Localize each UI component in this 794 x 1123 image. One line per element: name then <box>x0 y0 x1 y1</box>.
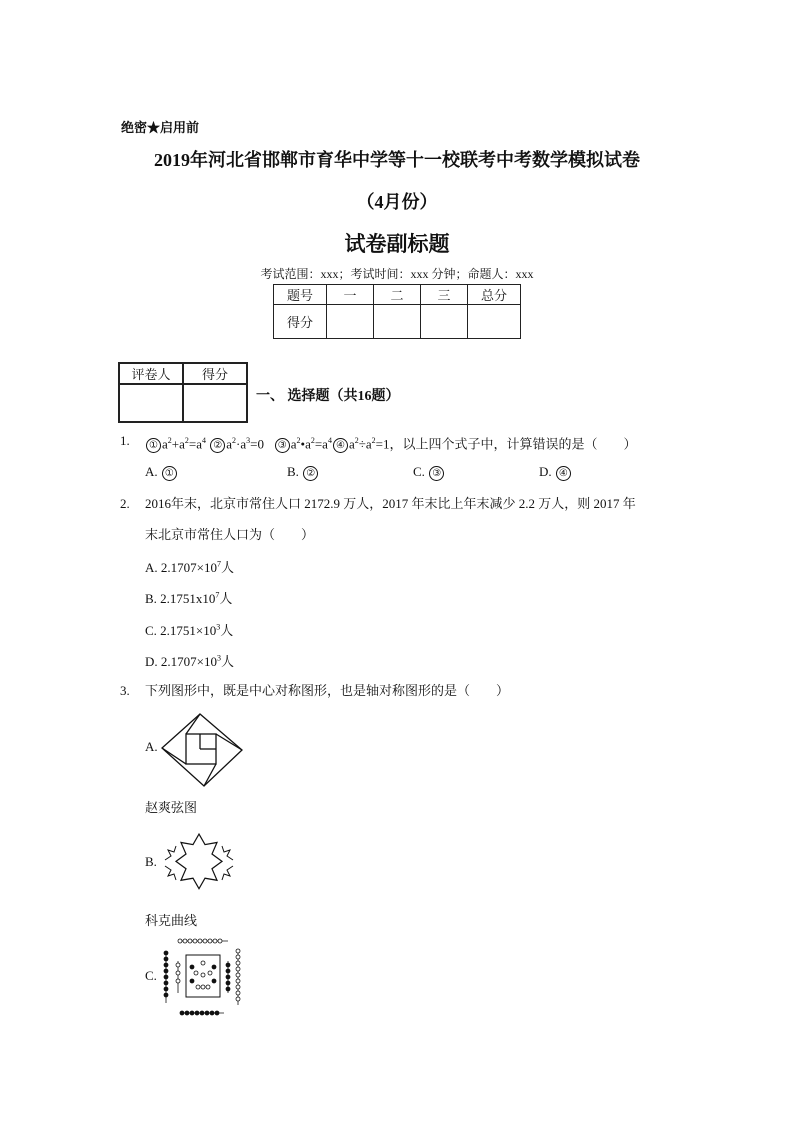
confidential-mark: 绝密★启用前 <box>121 120 200 135</box>
option-a-letter[interactable]: A. <box>145 739 158 754</box>
exam-title-month: （4月份） <box>356 192 438 212</box>
score-cell <box>468 305 521 339</box>
question-number: 1. <box>120 433 130 448</box>
question-3-text: 下列图形中，既是中心对称图形，也是轴对称图形的是（ ） <box>145 683 510 698</box>
score-cell <box>374 305 421 339</box>
question-number: 2. <box>120 496 130 511</box>
option-b[interactable]: B. $2.1751x10^7$人 <box>145 590 233 606</box>
question-number: 3. <box>120 683 130 698</box>
option-c[interactable]: C. ③ <box>413 464 445 481</box>
circled-one: ① <box>146 438 161 453</box>
option-a-caption: 赵爽弦图 <box>145 800 198 815</box>
question-2-line2: 末北京市常住人口为（ ） <box>145 527 315 542</box>
exam-subtitle: 试卷副标题 <box>344 232 450 256</box>
score-header: 二 <box>374 285 421 305</box>
score-cell <box>327 305 374 339</box>
koch-curve-icon[interactable] <box>162 826 236 896</box>
score-header: 题号 <box>274 285 327 305</box>
circled-four: ④ <box>333 438 348 453</box>
option-c-letter[interactable]: C. <box>145 968 157 983</box>
score-header: 总分 <box>468 285 521 305</box>
question-2-line1: 2016年末，北京市常住人口 2172.9 万人，2017 年末比上年末减少 2.2 万人，则 2017 年 <box>145 496 636 511</box>
option-d[interactable]: D. ④ <box>539 464 572 481</box>
circled-three: ③ <box>275 438 290 453</box>
option-b-letter[interactable]: B. <box>145 854 157 869</box>
grader-header: 评卷人 <box>119 363 183 384</box>
option-a[interactable]: A. $2.1707\times 10^7$人 <box>145 559 234 575</box>
grader-cell <box>119 384 183 422</box>
luo-shu-pattern-icon[interactable] <box>162 937 244 1017</box>
exam-title: 2019年河北省邯郸市育华中学等十一校联考中考数学模拟试卷 <box>154 150 640 170</box>
option-a[interactable]: A. ① <box>145 464 178 481</box>
score-header: 一 <box>327 285 374 305</box>
exam-info: 考试范围：xxx；考试时间：xxx 分钟；命题人：xxx <box>260 267 534 281</box>
option-b[interactable]: B. ② <box>287 464 319 481</box>
score-header: 三 <box>421 285 468 305</box>
option-d[interactable]: D. $2.1707\times 10^3$人 <box>145 653 234 669</box>
section-title: 一、 选择题（共16题） <box>256 389 400 404</box>
zhao-shuang-diagram-icon[interactable] <box>160 712 244 788</box>
option-c[interactable]: C. $2.1751\times 10^3$人 <box>145 622 234 638</box>
grader-cell <box>183 384 247 422</box>
option-b-caption: 科克曲线 <box>145 913 198 928</box>
score-cell <box>421 305 468 339</box>
score-row-label: 得分 <box>274 305 327 339</box>
grader-table <box>118 362 248 423</box>
grader-header: 得分 <box>183 363 247 384</box>
circled-two: ② <box>210 438 225 453</box>
question-1-text: ① $a^2+a^2=a^4$ ② $a^2\cdot a^3=0$ ③ $a^2•a^2=a^4$ ④ $a^2\div a^2=1$，以上四个式子中，计算错误的是（ ） <box>145 431 637 454</box>
score-table <box>273 284 521 339</box>
